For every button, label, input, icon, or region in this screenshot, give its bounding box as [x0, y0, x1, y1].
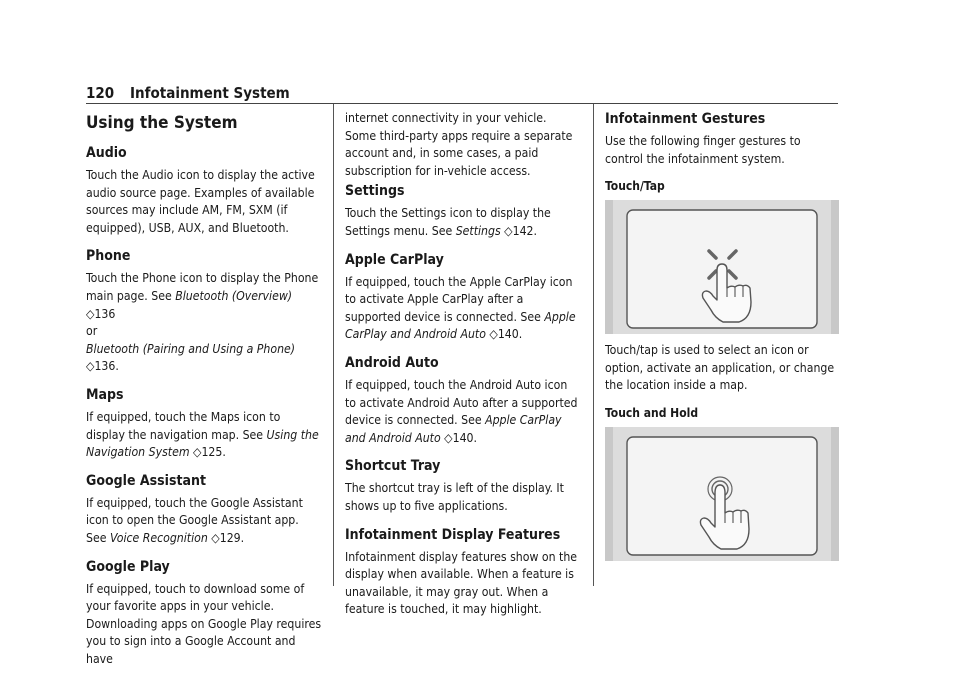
page-ref-icon: ◇ — [504, 223, 513, 238]
heading-android-auto: Android Auto — [345, 354, 439, 371]
heading-maps: Maps — [86, 386, 124, 403]
play-text: If equipped, touch to download some of your favorite apps in your vehicle. Downloading apps on Google Play requires you to sign into a Google Account and have — [86, 581, 322, 666]
assistant-text: If equipped, touch the Google Assistant icon to open the Google Assistant app. See Voice Recognition ◇129. — [86, 495, 303, 545]
tray-text: The shortcut tray is left of the display. It shows up to five applications. — [345, 481, 564, 513]
touch-tap-text: Touch/tap is used to select an icon or option, activate an application, or change the location inside a map. — [605, 343, 835, 393]
column-2 — [345, 110, 581, 619]
heading-audio: Audio — [86, 145, 127, 161]
page-ref-icon: ◇ — [489, 327, 498, 342]
phone-text: Touch the Phone icon to display the Phone main page. See Bluetooth (Overview) ◇136 or Bluetooth (Pairing and Using a Phone) ◇136. — [86, 271, 319, 374]
page-ref-icon: ◇ — [86, 359, 95, 374]
phone-pairing-ref-link[interactable]: Bluetooth (Pairing and Using a Phone) — [86, 341, 296, 356]
page-number: 120 — [86, 84, 115, 102]
phone-ref-link[interactable]: Bluetooth (Overview) — [175, 288, 293, 303]
heading-settings: Settings — [345, 183, 405, 200]
page-ref-icon: ◇ — [444, 430, 453, 445]
subheading-touch-tap: Touch/Tap — [605, 179, 665, 194]
play-text-continued: internet connectivity in your vehicle. Some third-party apps require a separate account and, in some cases, a paid subscription for in-vehicle access. — [345, 111, 573, 178]
subheading-touch-hold: Touch and Hold — [605, 405, 699, 420]
column-3 — [605, 110, 841, 569]
touch-tap-illustration — [605, 200, 839, 334]
android-ref-page[interactable]: 140 — [452, 430, 474, 445]
carplay-ref-link[interactable]: Apple CarPlay and Android Auto — [345, 309, 576, 342]
header-rule — [86, 103, 838, 104]
heading-google-play: Google Play — [86, 558, 170, 575]
heading-google-assistant: Google Assistant — [86, 472, 206, 489]
heading-phone: Phone — [86, 248, 131, 265]
assistant-ref-link[interactable]: Voice Recognition — [109, 530, 208, 545]
heading-gestures: Infotainment Gestures — [605, 111, 766, 127]
phone-pairing-ref-page[interactable]: 136 — [94, 359, 116, 374]
carplay-ref-page[interactable]: 140 — [497, 327, 519, 342]
chapter-title: Infotainment System — [130, 84, 290, 102]
heading-apple-carplay: Apple CarPlay — [345, 251, 444, 268]
section-title: Using the System — [86, 113, 238, 133]
assistant-ref-page[interactable]: 129 — [219, 530, 241, 545]
page-ref-icon: ◇ — [193, 445, 202, 460]
carplay-text: If equipped, touch the Apple CarPlay icon to activate Apple CarPlay after a supported device is connected. See Apple CarPlay and Android Auto ◇140. — [345, 274, 576, 342]
column-1 — [86, 110, 322, 668]
heading-shortcut-tray: Shortcut Tray — [345, 458, 441, 475]
heading-display-features: Infotainment Display Features — [345, 526, 561, 543]
gestures-intro: Use the following finger gestures to control the infotainment system. — [605, 134, 801, 166]
maps-text: If equipped, touch the Maps icon to display the navigation map. See Using the Navigation System ◇125. — [86, 409, 319, 460]
touch-hold-illustration — [605, 427, 839, 561]
settings-text: Touch the Settings icon to display the Settings menu. See Settings ◇142. — [345, 206, 551, 238]
settings-ref-link[interactable]: Settings — [455, 223, 501, 238]
tap-gesture-icon — [605, 200, 839, 334]
android-ref-link[interactable]: Apple CarPlay and Android Auto — [345, 413, 562, 445]
maps-ref-link[interactable]: Using the Navigation System — [86, 427, 319, 460]
column-divider — [333, 104, 334, 586]
column-divider — [593, 104, 594, 586]
display-features-text: Infotainment display features show on the display when available. When a feature is unavailable, it may gray out. When a feature is touched, it may highlight. — [345, 549, 578, 617]
phone-ref-page[interactable]: 136 — [94, 306, 116, 321]
page-ref-icon: ◇ — [211, 530, 220, 545]
android-text: If equipped, touch the Android Auto icon to activate Android Auto after a supported device is connected. See Apple CarPlay and Android Auto ◇140. — [345, 377, 578, 445]
hold-gesture-icon — [605, 427, 839, 561]
audio-text: Touch the Audio icon to display the active audio source page. Examples of available sources may include AM, FM, SXM (if equipped), USB, AUX, and Bluetooth. — [86, 168, 315, 235]
maps-ref-page[interactable]: 125 — [201, 445, 223, 460]
page-ref-icon: ◇ — [86, 306, 95, 321]
settings-ref-page[interactable]: 142 — [512, 223, 534, 238]
